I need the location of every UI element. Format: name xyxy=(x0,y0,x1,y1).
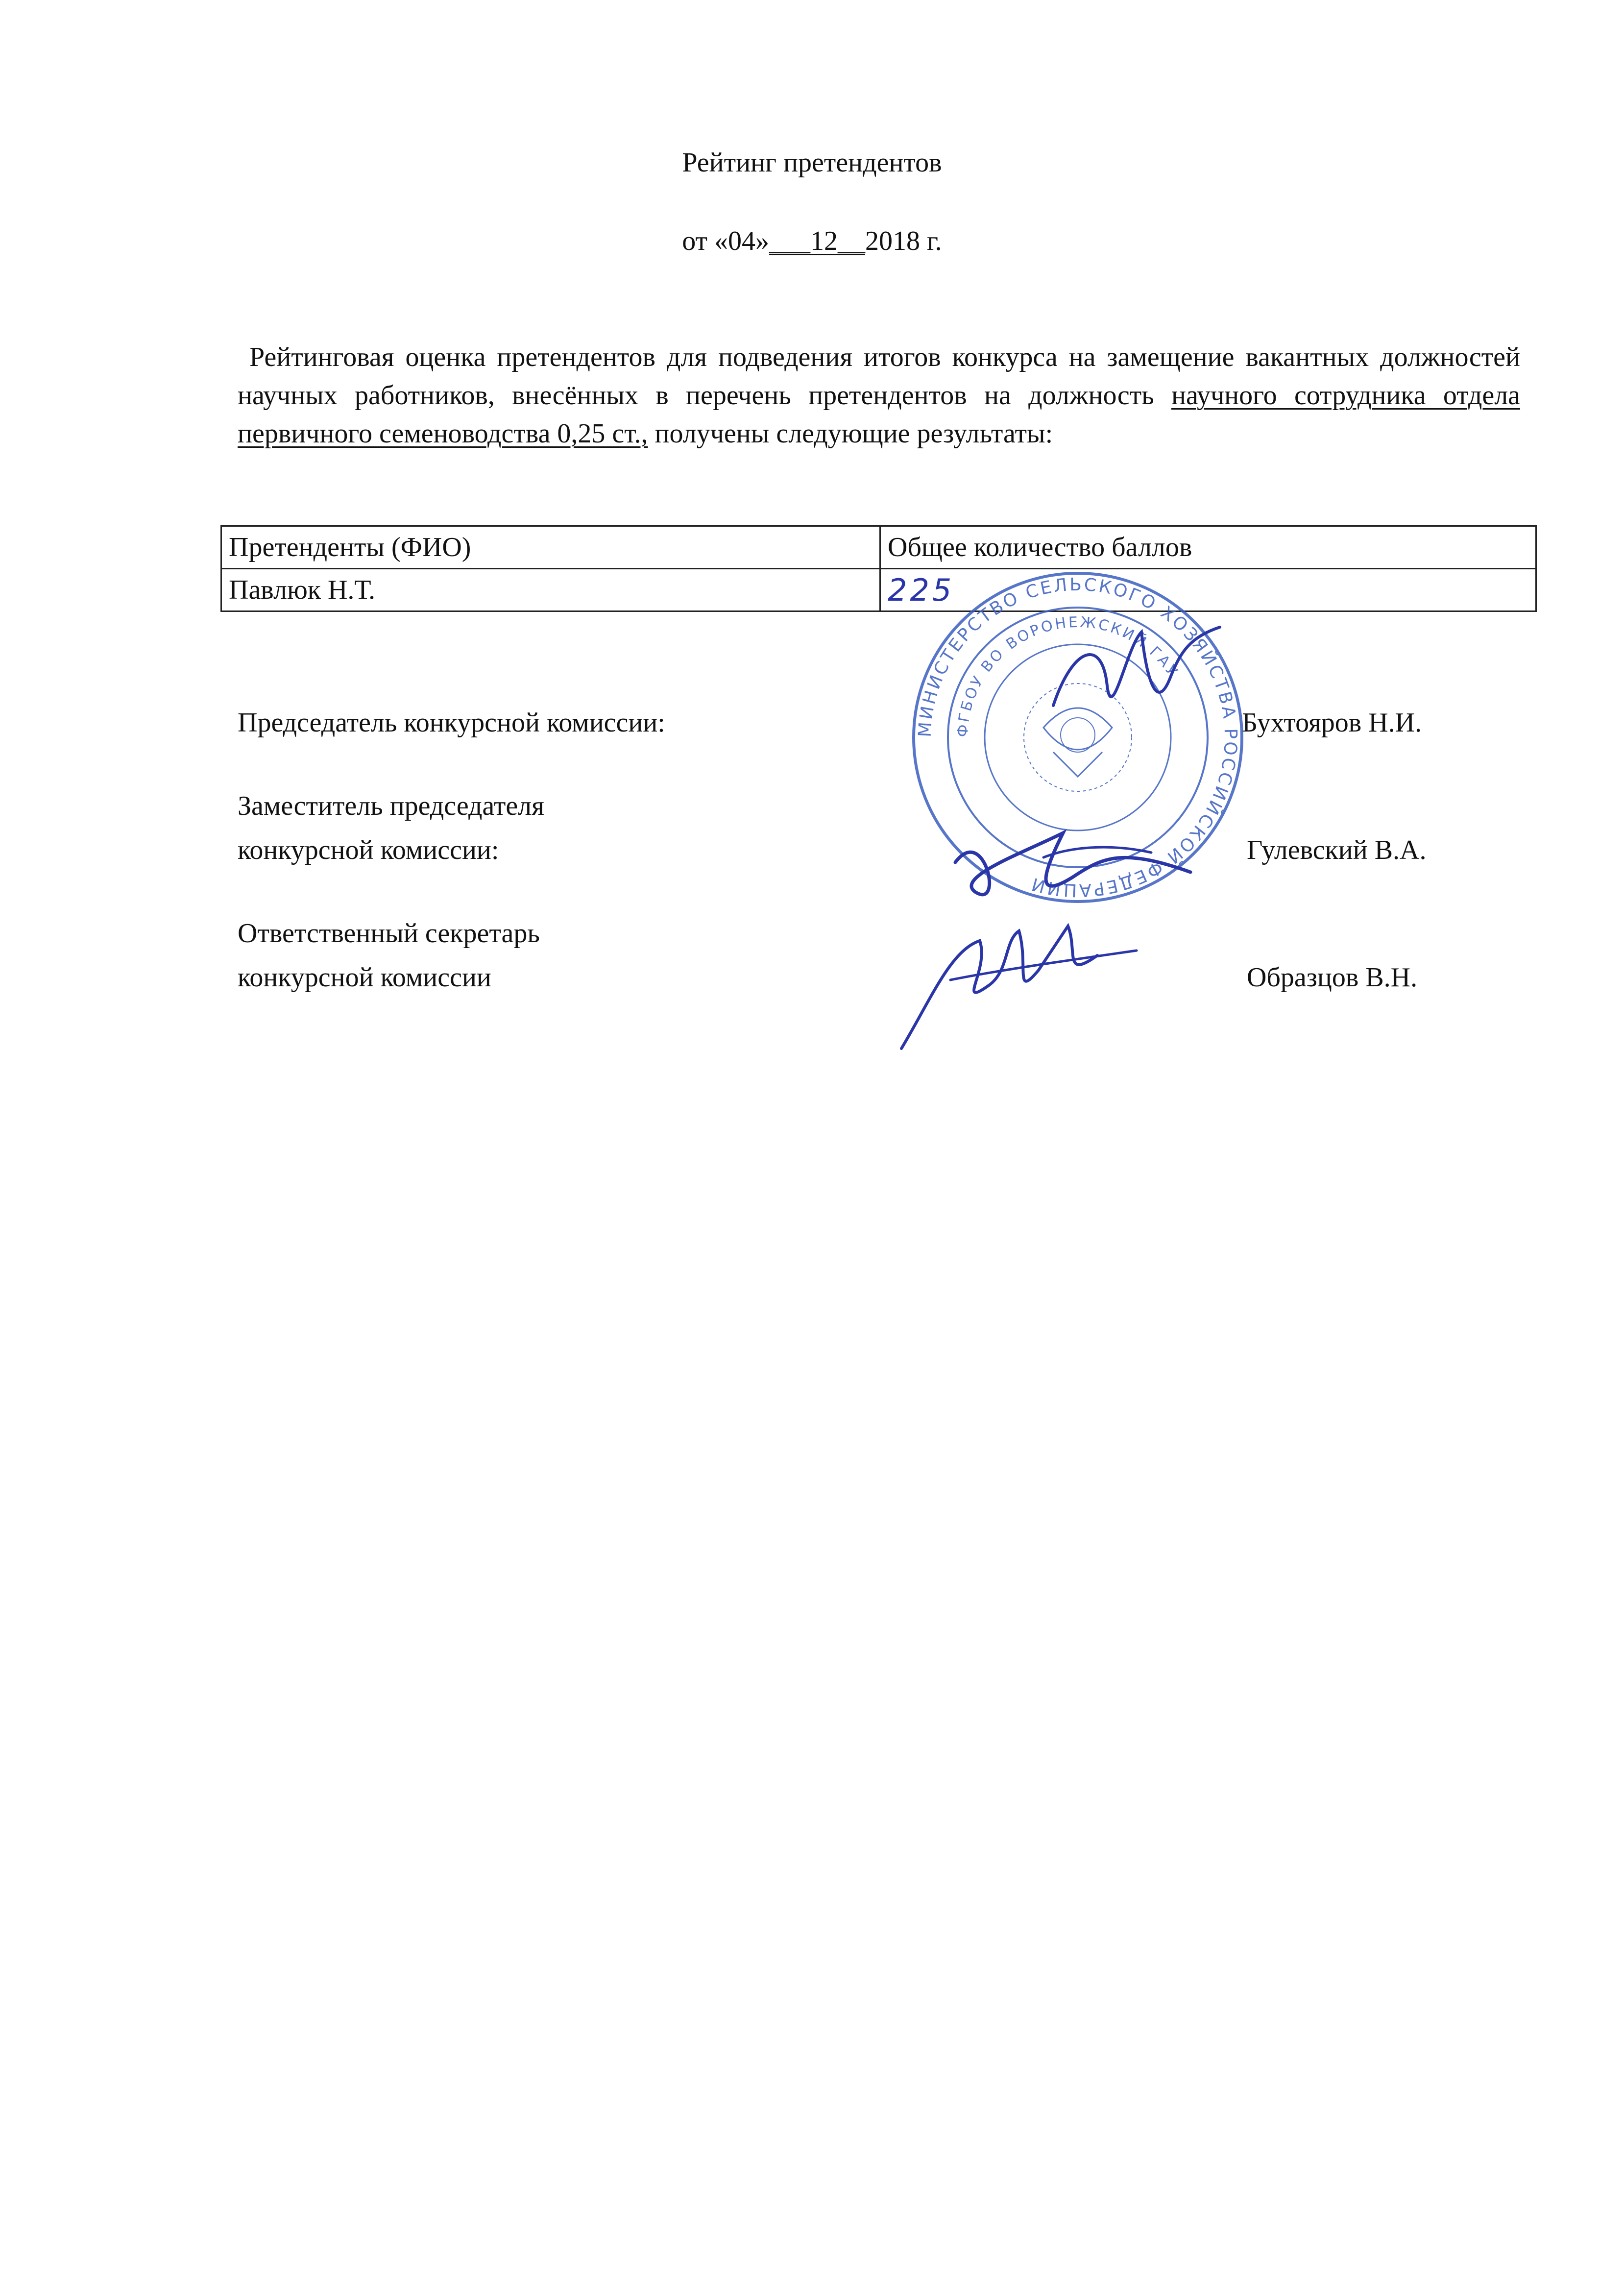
table-header-row xyxy=(221,526,1536,569)
page-title: Рейтинг претендентов xyxy=(682,147,942,178)
date-suffix: 2018 г. xyxy=(865,226,942,256)
seal-outer-text: МИНИСТЕРСТВО СЕЛЬСКОГО ХОЗЯЙСТВА РОССИЙСКОЙ ФЕДЕРАЦИИ xyxy=(915,574,1241,901)
results-table xyxy=(220,525,1537,612)
candidate-name: Павлюк Н.Т. xyxy=(221,569,880,611)
candidate-score: 225 xyxy=(880,569,1536,611)
chairman-role: Председатель конкурсной комиссии: xyxy=(238,708,665,738)
intro-paragraph xyxy=(238,338,1520,453)
secretary-signature xyxy=(892,911,1146,1058)
column-header-score: Общее количество баллов xyxy=(880,526,1536,569)
document-date xyxy=(0,225,1624,257)
deputy-signature xyxy=(945,804,1200,916)
date-prefix: от «04» xyxy=(682,226,770,256)
deputy-role-line2: конкурсной комиссии: xyxy=(238,835,499,865)
chairman-signature xyxy=(1043,617,1230,745)
intro-text-after: получены следующие результаты: xyxy=(648,418,1053,449)
seal-inner-text: ФГБОУ ВО ВОРОНЕЖСКИЙ ГАУ xyxy=(954,613,1182,738)
intro-position: научного сотрудника отдела первичного семеноводства 0,25 ст., xyxy=(238,380,1521,449)
deputy-role-line1: Заместитель председателя xyxy=(238,791,544,821)
date-month: ___12__ xyxy=(769,226,866,256)
secretary-name: Образцов В.Н. xyxy=(1247,962,1418,993)
secretary-role-line2: конкурсной комиссии xyxy=(238,962,491,993)
deputy-name: Гулевский В.А. xyxy=(1247,835,1427,865)
secretary-role-line1: Ответственный секретарь xyxy=(238,918,540,949)
chairman-name: Бухтояров Н.И. xyxy=(1242,708,1422,738)
intro-text-before: Рейтинговая оценка претендентов для подведения итогов конкурса на замещение вакантных должностей научных работников, внесённых в перечень претендентов на должность xyxy=(238,342,1520,411)
column-header-name: Претенденты (ФИО) xyxy=(221,526,880,569)
table-row xyxy=(221,569,1536,611)
